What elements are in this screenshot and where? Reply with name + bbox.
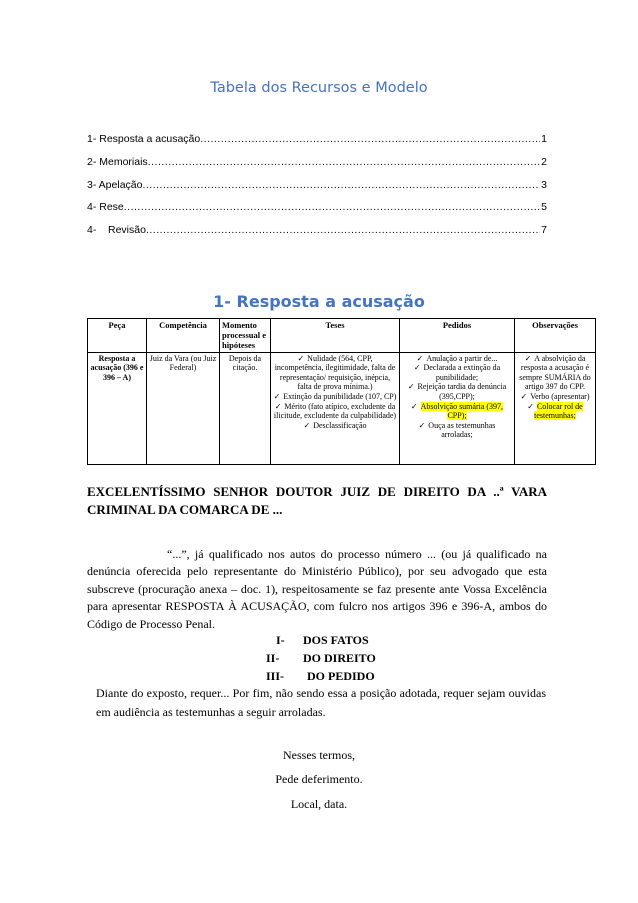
toc-label: 4- Revisão	[87, 224, 146, 236]
toc-leader	[124, 201, 540, 213]
closing-line: Nesses termos,	[283, 748, 355, 762]
document-title: Tabela dos Recursos e Modelo	[210, 80, 428, 96]
header-momento: Momento processual e hipóteses	[220, 319, 271, 353]
toc-page: 2	[541, 156, 547, 168]
resources-table	[87, 318, 596, 465]
item-number: II-	[266, 651, 280, 665]
header-peca: Peça	[88, 319, 147, 353]
cell-competencia: Juiz da Vara (ou Juiz Federal)	[147, 352, 220, 464]
item-text: DO DIREITO	[303, 651, 376, 665]
item-number: III-	[266, 669, 285, 683]
table-header-row	[88, 319, 596, 353]
tese-item: ✓ Extinção da punibilidade (107, CP)	[273, 392, 397, 402]
cell-teses	[271, 352, 400, 464]
toc-page: 5	[541, 201, 547, 213]
tese-item: ✓ Desclassificação	[273, 421, 397, 431]
header-pedidos: Pedidos	[400, 319, 515, 353]
item-text: DOS FATOS	[303, 633, 369, 647]
toc-label: 3- Apelação	[87, 179, 143, 191]
toc-leader	[148, 156, 540, 168]
toc-page: 7	[541, 224, 547, 236]
section-item	[0, 649, 638, 667]
obs-item	[517, 402, 593, 421]
pedido-item: ✓ Declarada a extinção da punibilidade;	[402, 363, 512, 382]
closing-line: Pede deferimento.	[275, 772, 363, 786]
cell-momento: Depois da citação.	[220, 352, 271, 464]
header-teses: Teses	[271, 319, 400, 353]
paragraph-text: “...”, já qualificado nos autos do processo número ... (ou já qualificado na denúncia oferecida pelo representante do Ministério Público), por seu advogado que esta subscreve (procuração anexa – doc. 1), respeitosamente se faz presente ante Vossa Excelência para apresentar RESPOSTA À ACUSAÇÃO, com fulcro nos artigos 396 e 396-A, ambos do Código de Processo Penal.	[87, 547, 547, 631]
section-list	[0, 631, 638, 685]
cell-observacoes	[515, 352, 596, 464]
petition-paragraph	[87, 546, 547, 633]
highlighted-text: Colocar rol de testemunhas;	[534, 401, 583, 421]
header-competencia: Competência	[147, 319, 220, 353]
pedido-item: ✓ Ouça as testemunhas arroladas;	[402, 421, 512, 440]
tese-item: ✓ Nulidade (564, CPP, incompetência, ilegitimidade, falta de representação/ requisição, inépcia, falta de prova mínima.)	[273, 354, 397, 392]
table-row	[88, 352, 596, 464]
section-item	[0, 631, 638, 649]
item-text: DO PEDIDO	[307, 669, 375, 683]
section-item	[0, 667, 638, 685]
petition-heading: EXCELENTÍSSIMO SENHOR DOUTOR JUIZ DE DIREITO DA ..ª VARA CRIMINAL DA COMARCA DE ...	[87, 484, 547, 517]
pedido-item: ✓ Rejeição tardia da denúncia (395,CPP);	[402, 382, 512, 401]
toc-page: 3	[541, 179, 547, 191]
pedido-item	[402, 402, 512, 421]
item-number: I-	[276, 633, 285, 647]
toc-entry[interactable]	[87, 179, 547, 191]
toc-label: 1- Resposta a acusação	[87, 133, 201, 145]
toc-label: 2- Memoriais	[87, 156, 148, 168]
obs-item: ✓ Verbo (apresentar)	[517, 392, 593, 402]
highlighted-text: Absolvição sumária (397, CPP);	[420, 401, 504, 421]
toc-page: 1	[541, 133, 547, 145]
toc-leader	[146, 224, 540, 236]
toc-entry[interactable]	[87, 156, 547, 168]
header-observacoes: Observações	[515, 319, 596, 353]
toc-leader	[142, 179, 540, 191]
obs-item: ✓ A absolvição da resposta a acusação é sempre SUMÁRIA do artigo 397 do CPP.	[517, 354, 593, 392]
toc-entry[interactable]	[87, 133, 547, 145]
toc-label: 4- Rese	[87, 201, 124, 213]
pedido-item: ✓ Anulação a partir de...	[402, 354, 512, 364]
toc-leader	[200, 133, 540, 145]
closing-line: Local, data.	[290, 797, 348, 811]
toc-entry[interactable]	[87, 224, 547, 236]
cell-pedidos	[400, 352, 515, 464]
tese-item: ✓ Mérito (fato atípico, excludente da ilicitude, excludente da culpabilidade)	[273, 402, 397, 421]
section-title: 1- Resposta a acusação	[213, 292, 425, 311]
toc-entry[interactable]	[87, 201, 547, 213]
cell-peca: Resposta a acusação (396 e 396 – A)	[88, 352, 147, 464]
closing-paragraph: Diante do exposto, requer... Por fim, não sendo essa a posição adotada, requer sejam ouvidas em audiência as testemunhas a seguir arroladas.	[96, 686, 546, 719]
